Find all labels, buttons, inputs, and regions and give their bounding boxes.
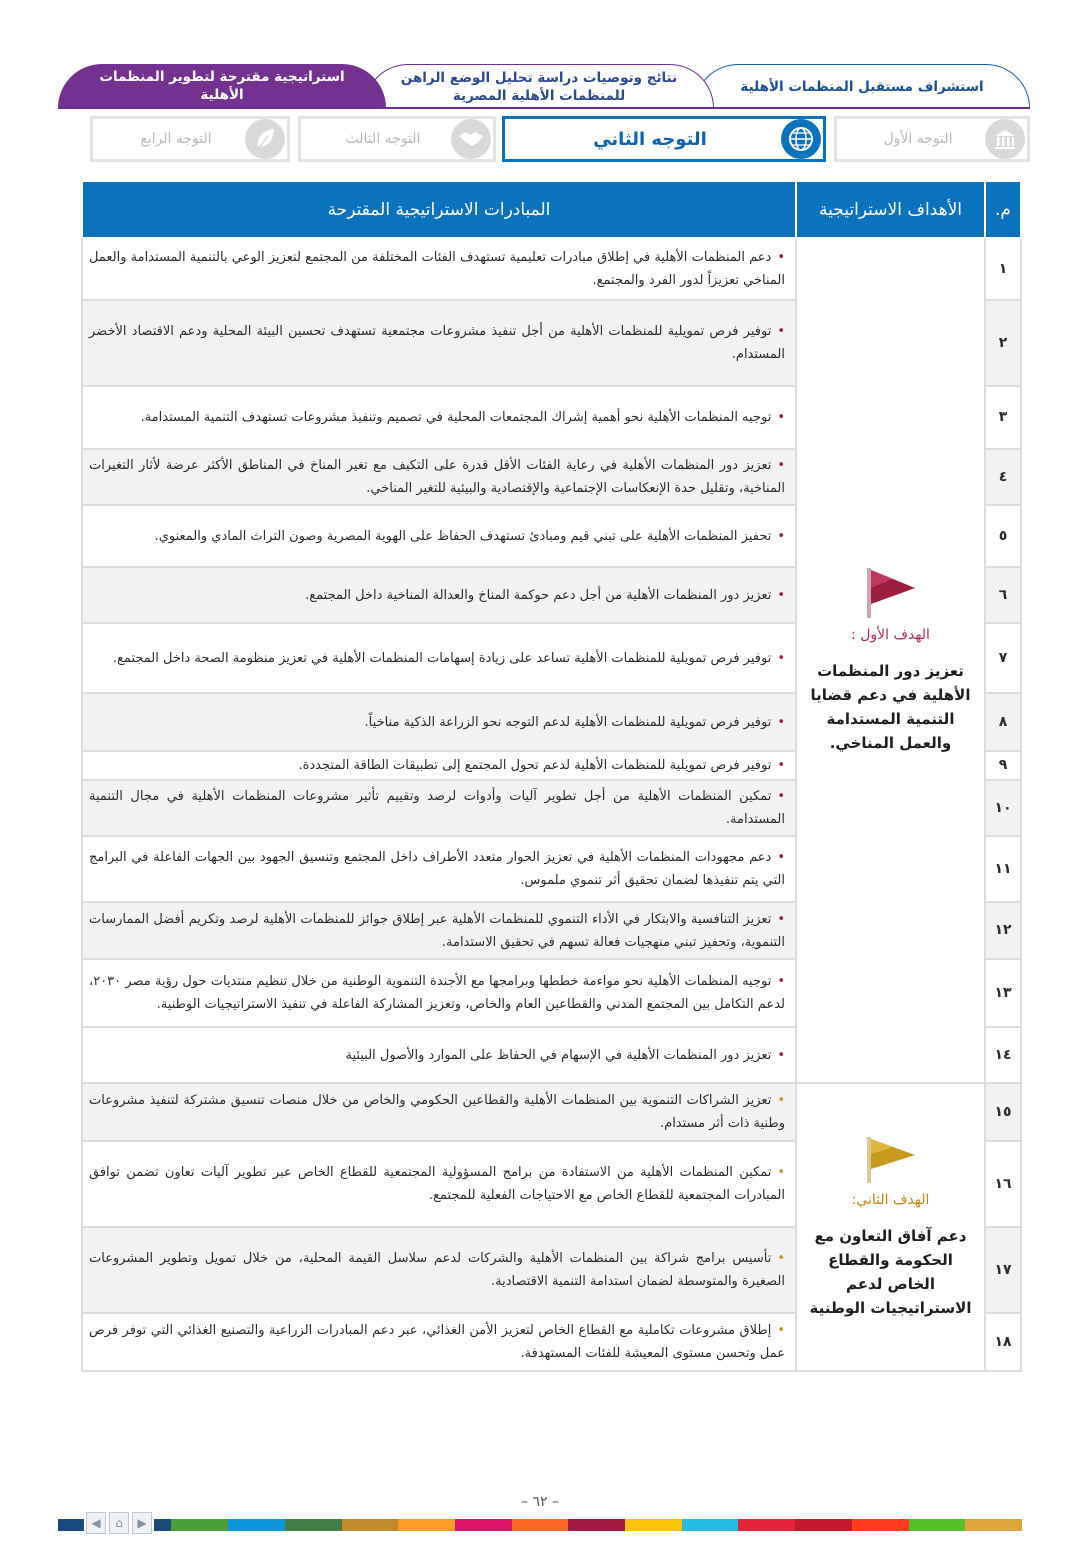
bullet-icon: • [777, 974, 785, 989]
row-number: ٣ [985, 386, 1021, 449]
goal-two-heading: الهدف الثاني: [851, 1191, 930, 1208]
tab-direction-second-label: التوجه الثاني [593, 128, 707, 150]
row-number: ١٣ [985, 959, 1021, 1027]
globe-icon [781, 119, 821, 159]
row-number: ١٤ [985, 1027, 1021, 1083]
page-navigation [84, 1512, 154, 1536]
bullet-icon: • [777, 758, 785, 773]
tab-direction-fourth[interactable] [90, 116, 290, 162]
row-number: ١٨ [985, 1313, 1021, 1371]
bullet-icon: • [777, 714, 785, 730]
row-number: ٨ [985, 693, 1021, 751]
next-page-icon[interactable]: ▶ [132, 1512, 152, 1534]
gold-flag-icon [863, 1135, 919, 1185]
header-goals: الأهداف الاستراتيجية [796, 181, 985, 238]
row-number: ٥ [985, 505, 1021, 567]
bullet-icon: • [777, 324, 785, 339]
row-number: ٤ [985, 449, 1021, 505]
section-tab-future[interactable]: استشراف مستقبل المنظمات الأهلية [694, 64, 1030, 108]
building-icon [985, 119, 1025, 159]
initiative-text: •تمكين المنظمات الأهلية من الاستفادة من برامج المسؤولية المجتمعية للقطاع الخاص عبر تطوير آليات تعاون تضمن توافق المبادرات المجتمعية للقطاع الخاص مع الاحتياجات الفعلية للمجتمع. [82, 1141, 796, 1227]
bullet-icon: • [777, 911, 785, 927]
initiative-text: •تعزيز دور المنظمات الأهلية من أجل دعم حوكمة المناخ والعدالة المناخية داخل المجتمع. [82, 567, 796, 623]
goal-two-cell [796, 1083, 985, 1371]
tab-direction-second[interactable] [502, 116, 826, 162]
bullet-icon: • [777, 1047, 785, 1063]
initiative-text: •توفير فرص تمويلية للمنظمات الأهلية لدعم تحول المجتمع إلى تطبيقات الطاقة المتجددة. [82, 751, 796, 780]
table-row [82, 1083, 1021, 1141]
sdg-color-bar [58, 1519, 1022, 1531]
bullet-icon: • [777, 850, 785, 865]
initiative-text: •توجيه المنظمات الأهلية نحو مواءمة خططها وبرامجها مع الأجندة التنموية الوطنية من خلال تنظيم منتديات حول رؤية مصر ٢٠٣٠، لدعم التكامل بين المجتمع المدني والقطاعين العام والخاص، وتعزيز المشاركة الفاعلة في تنفيذ الاستراتيجيات الوطنية. [82, 959, 796, 1027]
section-tab-strategy[interactable]: استراتيجية مقترحة لتطوير المنظمات الأهلية [58, 64, 386, 108]
initiative-text: •تعزيز التنافسية والابتكار في الأداء التنموي للمنظمات الأهلية عبر إطلاق جوائز للمنظمات الأهلية لرصد وتكريم أفضل الممارسات التنموية، وتحفيز تبني منهجيات فعالة تسهم في تحقيق الاستدامة. [82, 902, 796, 959]
header-initiatives: المبادرات الاستراتيجية المقترحة [82, 181, 796, 238]
bullet-icon: • [777, 458, 785, 473]
row-number: ١١ [985, 836, 1021, 902]
tab-direction-fourth-label: التوجه الرابع [140, 131, 212, 147]
prev-page-icon[interactable]: ◀ [86, 1512, 106, 1534]
initiative-text: •توفير فرص تمويلية للمنظمات الأهلية تساعد على زيادة إسهامات المنظمات الأهلية في تعزيز منظومة الصحة داخل المجتمع. [82, 623, 796, 693]
row-number: ٧ [985, 623, 1021, 693]
section-tabs-underline [58, 107, 1030, 109]
goal-one-cell [796, 238, 985, 1083]
tab-direction-third[interactable] [298, 116, 496, 162]
tab-direction-first[interactable] [834, 116, 1030, 162]
bullet-icon: • [777, 587, 785, 603]
bullet-icon: • [777, 1251, 785, 1266]
initiative-text: •تأسيس برامج شراكة بين المنظمات الأهلية والشركات لدعم سلاسل القيمة المحلية، من خلال تمويل وتطوير المشروعات الصغيرة والمتوسطة لضمان استدامة التنمية الاقتصادية. [82, 1227, 796, 1313]
home-icon[interactable]: ⌂ [109, 1512, 129, 1534]
bullet-icon: • [777, 1165, 785, 1180]
initiative-text: •تمكين المنظمات الأهلية من أجل تطوير آليات وأدوات لرصد وتقييم تأثير مشروعات المنظمات الأهلية في مجال التنمية المستدامة. [82, 780, 796, 836]
strategy-table [81, 180, 1022, 1372]
row-number: ١ [985, 238, 1021, 300]
table-row [82, 238, 1021, 300]
goal-one-text: تعزيز دور المنظمات الأهلية في دعم قضايا التنمية المستدامة والعمل المناخي. [810, 662, 971, 752]
initiative-text: •تعزيز دور المنظمات الأهلية في رعاية الفئات الأقل قدرة على التكيف مع تغير المناخ في المناطق الأكثر عرضة لأثار التغيرات المناخية، وتقليل حدة الإنعكاسات الإجتماعية والإقتصادية والبيئية للتغير المناخي. [82, 449, 796, 505]
section-tabs [58, 64, 1030, 110]
bullet-icon: • [777, 789, 785, 804]
bullet-icon: • [777, 528, 785, 544]
row-number: ١٥ [985, 1083, 1021, 1141]
initiative-text: •تحفيز المنظمات الأهلية على تبني قيم ومبادئ تستهدف الحفاظ على الهوية المصرية وصون التراث المادي والمعنوي. [82, 505, 796, 567]
initiative-text: •تعزيز الشراكات التنموية بين المنظمات الأهلية والقطاعين الحكومي والخاص من خلال منصات تنسيق مشتركة لتنفيذ مشروعات وطنية ذات أثر مستدام. [82, 1083, 796, 1141]
row-number: ١٧ [985, 1227, 1021, 1313]
row-number: ١٦ [985, 1141, 1021, 1227]
handshake-icon [451, 119, 491, 159]
row-number: ٦ [985, 567, 1021, 623]
bullet-icon: • [777, 410, 785, 425]
initiative-text: •دعم مجهودات المنظمات الأهلية في تعزيز الحوار متعدد الأطراف داخل المجتمع وتنسيق الجهود بين الجهات الفاعلة في البرامج التي يتم تنفيذها لضمان تحقيق أثر تنموي ملموس. [82, 836, 796, 902]
bullet-icon: • [777, 650, 785, 666]
section-tab-results[interactable]: نتائج وتوصيات دراسة تحليل الوضع الراهن للمنظمات الأهلية المصرية [364, 64, 714, 108]
bullet-icon: • [777, 250, 785, 265]
initiative-text: •توفير فرص تمويلية للمنظمات الأهلية لدعم التوجه نحو الزراعة الذكية مناخياً. [82, 693, 796, 751]
initiative-text: •إطلاق مشروعات تكاملية مع القطاع الخاص لتعزيز الأمن الغذائي، عبر دعم المبادرات الزراعية والتصنيع الغذائي التي توفر فرص عمل وتحسن مستوى المعيشة للفئات المستهدفة. [82, 1313, 796, 1371]
row-number: ١٠ [985, 780, 1021, 836]
initiative-text: •دعم المنظمات الأهلية في إطلاق مبادرات تعليمية تستهدف الفئات المختلفة من المجتمع لتعزيز الوعي بالتنمية المستدامة والعمل المناخي تعزيزاً لدور الفرد والمجتمع. [82, 238, 796, 300]
bullet-icon: • [777, 1323, 785, 1338]
tab-direction-third-label: التوجه الثالث [345, 131, 421, 147]
row-number: ٢ [985, 300, 1021, 386]
initiative-text: •تعزيز دور المنظمات الأهلية في الإسهام في الحفاظ على الموارد والأصول البيئية [82, 1027, 796, 1083]
initiative-text: •توجيه المنظمات الأهلية نحو أهمية إشراك المجتمعات المحلية في تصميم وتنفيذ مشروعات تستهدف التنمية المستدامة. [82, 386, 796, 449]
initiative-text: •توفير فرص تمويلية للمنظمات الأهلية من أجل تنفيذ مشروعات مجتمعية تستهدف تحسين البيئة المحلية ودعم الاقتصاد الأخضر المستدام. [82, 300, 796, 386]
leaf-icon [245, 119, 285, 159]
red-flag-icon [863, 566, 919, 620]
bullet-icon: • [777, 1093, 785, 1108]
page-number: – ٦٢ – [521, 1494, 559, 1510]
header-number: م. [985, 181, 1021, 238]
row-number: ١٢ [985, 902, 1021, 959]
goal-one-heading: الهدف الأول : [851, 627, 930, 643]
table-header-row [82, 181, 1021, 238]
row-number: ٩ [985, 751, 1021, 780]
goal-two-text: دعم آفاق التعاون مع الحكومة والقطاع الخاص لدعم الاستراتيجيات الوطنية [809, 1226, 972, 1317]
tab-direction-first-label: التوجه الأول [883, 131, 953, 147]
